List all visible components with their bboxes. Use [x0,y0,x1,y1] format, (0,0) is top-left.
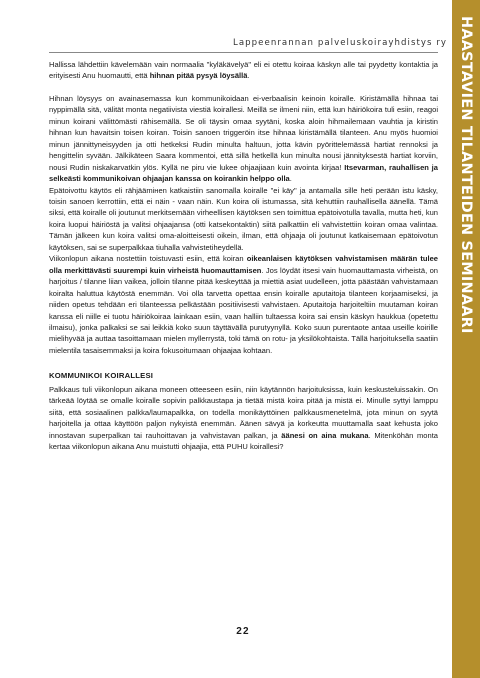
emphasis-text: oikeanlaisen käytöksen vahvistamisen määrän tulee olla merkittävästi suurempi kuin virheistä huomauttamisen [49,254,439,275]
body-text: Epätoivottu käytös eli rähjäämінen katkaistiin sanomalla koiralle "ei käy" ja antamalla sille heti perään istu käsky, toisin sanoen kerrottiin, että ei näin - vaan näin. Kun koira oli istumassa, sitä kehuttiin rauhallisella äänellä. Tämä siksi, että koiralle oli joutunut merkitsemään virheellisen käytöksen sen toimittua epätoivotulla tavalla, mutta heti, kun koira luopui häiriöstä ja valitsi ohjaajansa (otti katsekontaktin) siitä palkattiin eli vahvistettiin koiran omaa valintaa. Tämän jälkeen kun koira valitsi oma-aloitteisesti oikein, ilman, että ohjaaja oli joutunut katkaisemaan epätoivotun käytöksen, sai se superpalkkaa tiuhalla vahvistetiheydellä. [49,185,438,252]
body-text: Palkkaus tuli viikonlopun aikana moneen otteeseen esiin, niin käytännön harjoituksissa, kuin keskusteluissakin. On tärkeää löytää se omalle koiralle sopivin palkkaustapa ja tietää mistä koira pitää ja mistä ei. Minulle syttyi lamppu siitä, että sosiaalinen palkka/laumapalkka, on todella monikäyttöinen palkkausmenetelmä, jota minun on syytä harjoitella ja ottaa käyttöön paljon nykyistä enemmän. Äänen sävyä ja korkeutta muuttamalla saat kehusta joko innostavan superpalkan tai rauhoittavan ja vahvistavan palkan, ja [49,384,438,440]
body-text: . Mitenköhän monta kertaa viikonlopun aikana Anu muistutti ohjaajia, että PUHU koirallesi? [49,430,438,452]
paragraph-5 [49,384,438,453]
body-text: . Jos löydät itsesi vain huomauttamasta virheistä, on harjoitus / tilanne liian vaikea, jolloin tilanne pitää keskeyttää ja miettiä asiat uudelleen, jotta päästään vahvistamaan koiralta haluttua käytöstä enemmän. Voi olla tarvetta opettaa ensin koiralle aputaitoja tilanteen korjaamiseksi, ja niiden opetus tehdään eri tilanteessa pelkästään positiivisesti vahvistaen. Aputaitoja harjoiteltiin muutaman koiran kanssa eli niille ei tuotu häiriökoiraa lainkaan esiin, vaan halliin tultaessa koira sai ensin käskyn haukkua (opetettu ilmaisu), jonka palkaksi se sai leikkiä koko suun täyttävällä purutyynyllä. Koko suun purentaote antaa useille koirille mielihyvää ja auttaa tasoittamaan mielen myllerrystä, toki tämä on rotu- ja yksilökohtaista. Tällä harjoituksella saatiin mielentila tasaisemmaksi ja koira fokusoitumaan ohjaajaa kohtaan. [49,265,438,355]
page-number: 22 [236,626,250,637]
paragraph-1 [49,59,438,82]
paragraph-2 [49,93,438,185]
emphasis-text: hihnan pitää pysyä löysällä [149,71,248,81]
body-text: Hallissa lähdettiin kävelemään vain normaalia "kyläkävelyä" eli ei otettu koiraa käskyn alle tai pyydetty kontaktia ja erityisesti Anu huomautti, että [49,60,438,81]
body-text: Viikonlopun aikana nostettiin toistuvasti esiin, että koiran [49,254,247,264]
section-heading: KOMMUNIKOI KOIRALLESI [49,371,154,381]
header-divider [49,52,438,53]
body-text: . [289,174,292,184]
organization-header: Lappeenrannan palveluskoirayhdistys ry [233,38,448,48]
paragraph-3 [49,185,438,254]
side-band [452,0,480,678]
paragraph-4 [49,253,438,356]
article-body [49,59,438,453]
section-side-title: HAASTAVIEN TILANTEIDEN SEMINAARI [458,16,474,334]
emphasis-text: äänesi on aina mukana [281,430,369,440]
body-text: Hihnan löysyys on avainasemassa kun kommunikoidaan ei-verbaalisin keinoin koiralle. Kiristämällä hihnaa tai nyppimällä sitä, välität monta negatiivista viestiä koirallesi. Meillä se ilmeni niin, että kun häiriökoira tuli esiin, reagoi minun koirani välittömästi rähisemällä. Se oli täysin omaa syytäni, koska aloin hihmailemaan vauhtia ja kiristin hihnan kun havaitsin toisen koiran. Toisin sanoen triggeröin itse hihnaa kiristämällä tilanteen. Anu myös huomioi minun jännittyneisyyden ja otti hetkeksi Rudin minulta haltuun, jotta kävin pyörittelemässä hartiat rennoksi ja hengittelin syvään. Jälkikäteen Saara kommentoi, että sillä hetkellä kun minulta nousi jännityksestä hartiat korviin, nousi Rudin niskakarvatkin ylös. Kyllä ne piru vie lukee ohjaajiaan kuin avointa kirjaa! [49,93,438,172]
emphasis-text: Itsevarman, rauhallisen ja selkeästi kommunikoivan ohjaajan kanssa on koirankin helppo olla [49,162,438,184]
body-text: . [247,71,250,81]
